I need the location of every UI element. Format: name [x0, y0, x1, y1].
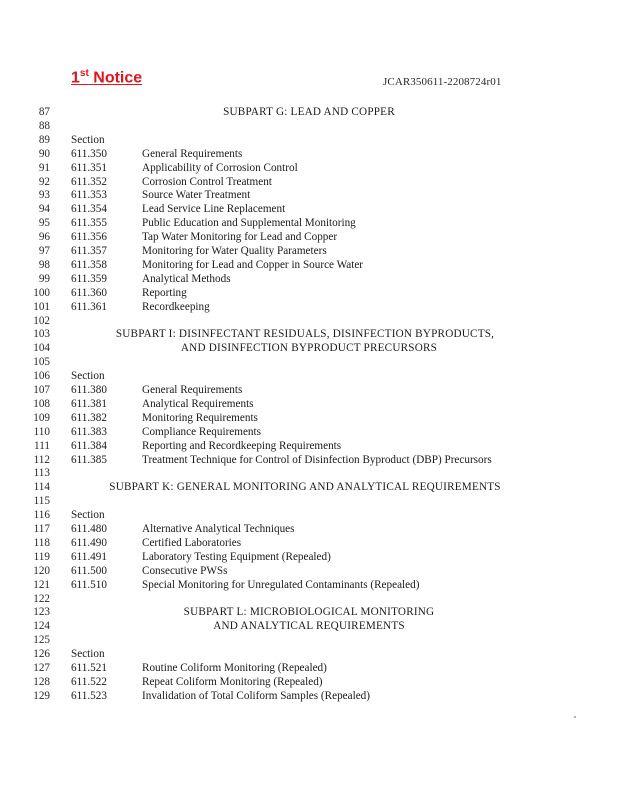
- document-line: [0, 244, 618, 258]
- document-line: [0, 327, 618, 341]
- section-title: Compliance Requirements: [142, 425, 261, 438]
- section-number: 611.351: [71, 161, 107, 174]
- document-line: [0, 647, 618, 661]
- subpart-heading: AND DISINFECTION BYPRODUCT PRECURSORS: [180, 342, 438, 355]
- section-number: 611.523: [71, 689, 107, 702]
- section-title: Reporting and Recordkeeping Requirements: [142, 439, 342, 452]
- line-number: 119: [33, 550, 50, 563]
- section-number: 611.359: [71, 272, 107, 285]
- section-title: Monitoring for Water Quality Parameters: [142, 245, 327, 257]
- section-title: Consecutive PWSs: [142, 564, 228, 577]
- document-line: [0, 453, 618, 467]
- document-line: [0, 300, 618, 314]
- line-number: 108: [33, 397, 50, 410]
- line-number: 116: [33, 509, 50, 522]
- section-title: Treatment Technique for Control of Disinfection Byproduct (DBP) Precursors: [142, 453, 492, 466]
- document-line: [0, 105, 618, 119]
- line-number: 121: [33, 578, 50, 591]
- section-title: Monitoring Requirements: [142, 411, 258, 424]
- section-number: 611.381: [71, 397, 107, 410]
- document-line: [0, 272, 618, 286]
- document-line: [0, 675, 618, 689]
- document-line: [0, 411, 618, 425]
- line-number: 120: [33, 564, 50, 577]
- line-number: 123: [33, 606, 50, 619]
- section-number: 611.360: [71, 286, 107, 299]
- document-line: [0, 133, 618, 147]
- line-number: 92: [38, 175, 50, 188]
- line-number: 96: [38, 231, 50, 244]
- document-line: [0, 355, 618, 369]
- line-number: 112: [33, 453, 50, 466]
- document-line: [0, 230, 618, 244]
- document-line: [0, 550, 618, 564]
- notice-number: 1: [71, 69, 80, 87]
- document-line: [0, 466, 618, 480]
- section-number: 611.500: [71, 564, 107, 577]
- document-line: [0, 689, 618, 703]
- section-number: 611.357: [71, 245, 107, 257]
- section-title: Analytical Requirements: [142, 397, 254, 410]
- document-line: [0, 314, 618, 328]
- document-line: [0, 161, 618, 175]
- line-number: 89: [38, 133, 50, 146]
- scan-speck: [574, 716, 576, 718]
- section-title: General Requirements: [142, 147, 243, 160]
- document-line: [0, 508, 618, 522]
- document-line: [0, 522, 618, 536]
- section-title: Recordkeeping: [142, 300, 210, 313]
- section-title: Corrosion Control Treatment: [142, 175, 272, 188]
- document-line: [0, 175, 618, 189]
- document-line: [0, 633, 618, 647]
- line-number: 93: [38, 189, 50, 202]
- document-line: [0, 119, 618, 133]
- line-number: 103: [33, 328, 50, 341]
- section-number: 611.510: [71, 578, 107, 591]
- document-line: [0, 494, 618, 508]
- line-number: 101: [33, 300, 50, 313]
- line-number: 87: [38, 106, 50, 118]
- notice-word: Notice: [93, 69, 143, 87]
- line-number: 88: [38, 119, 50, 132]
- section-title: Reporting: [142, 286, 187, 299]
- subpart-heading: SUBPART I: DISINFECTANT RESIDUALS, DISINFECTION BYPRODUCTS,: [115, 328, 495, 341]
- subpart-heading: AND ANALYTICAL REQUIREMENTS: [213, 620, 405, 633]
- section-number: 611.384: [71, 439, 107, 452]
- section-number: 611.358: [71, 258, 107, 271]
- section-number: 611.382: [71, 411, 107, 424]
- document-line: [0, 605, 618, 619]
- line-number: 91: [38, 161, 50, 174]
- document-line: [0, 480, 618, 494]
- section-number: 611.521: [71, 662, 107, 674]
- notice-ordinal-suffix: st: [79, 68, 89, 79]
- line-number: 94: [38, 203, 50, 216]
- document-line: [0, 188, 618, 202]
- line-number: 114: [33, 481, 50, 494]
- section-number: 611.350: [71, 147, 107, 160]
- document-line: [0, 147, 618, 161]
- section-title: Lead Service Line Replacement: [142, 203, 286, 216]
- subpart-heading: SUBPART L: MICROBIOLOGICAL MONITORING: [183, 606, 435, 619]
- document-line: [0, 564, 618, 578]
- section-column-header: Section: [71, 370, 105, 383]
- document-line: [0, 216, 618, 230]
- section-column-header: Section: [71, 509, 105, 522]
- section-title: Repeat Coliform Monitoring (Repealed): [142, 675, 323, 688]
- line-number: 104: [33, 342, 50, 355]
- document-line: [0, 258, 618, 272]
- line-number: 126: [33, 648, 50, 661]
- section-number: 611.385: [71, 453, 107, 466]
- subpart-heading: SUBPART K: GENERAL MONITORING AND ANALYTICAL REQUIREMENTS: [109, 481, 501, 494]
- section-number: 611.353: [71, 189, 107, 202]
- section-title: Special Monitoring for Unregulated Contaminants (Repealed): [142, 578, 420, 591]
- document-line: [0, 202, 618, 216]
- section-title: Invalidation of Total Coliform Samples (Repealed): [142, 689, 370, 702]
- section-title: Applicability of Corrosion Control: [142, 161, 298, 174]
- section-column-header: Section: [71, 648, 105, 661]
- section-number: 611.491: [71, 550, 107, 563]
- section-number: 611.522: [71, 675, 107, 688]
- section-number: 611.383: [71, 425, 107, 438]
- line-number: 129: [33, 689, 50, 702]
- line-number: 117: [33, 523, 50, 535]
- document-line: [0, 397, 618, 411]
- line-number: 100: [33, 286, 50, 299]
- line-number: 127: [33, 662, 50, 674]
- document-line: [0, 578, 618, 592]
- line-number: 122: [33, 592, 50, 605]
- line-number: 97: [38, 245, 50, 257]
- section-number: 611.490: [71, 536, 107, 549]
- section-title: Monitoring for Lead and Copper in Source Water: [142, 258, 364, 271]
- line-number: 109: [33, 411, 50, 424]
- line-number: 99: [38, 272, 50, 285]
- document-line: [0, 341, 618, 355]
- document-line: [0, 536, 618, 550]
- line-number: 102: [33, 314, 50, 327]
- section-title: Public Education and Supplemental Monitoring: [142, 217, 356, 230]
- section-number: 611.480: [71, 523, 107, 535]
- line-number: 113: [33, 467, 50, 480]
- section-title: Certified Laboratories: [142, 536, 242, 549]
- document-line: [0, 425, 618, 439]
- line-number: 118: [33, 536, 50, 549]
- section-number: 611.355: [71, 217, 107, 230]
- line-number: 128: [33, 675, 50, 688]
- section-number: 611.354: [71, 203, 107, 216]
- section-number: 611.356: [71, 231, 107, 244]
- line-number: 95: [38, 217, 50, 230]
- section-title: Analytical Methods: [142, 272, 231, 285]
- line-number: 90: [38, 147, 50, 160]
- document-line: [0, 439, 618, 453]
- section-number: 611.380: [71, 384, 107, 396]
- line-number: 115: [33, 495, 50, 508]
- document-line: [0, 369, 618, 383]
- line-number: 110: [33, 425, 50, 438]
- section-number: 611.352: [71, 175, 107, 188]
- line-number: 105: [33, 356, 50, 369]
- line-number: 111: [34, 439, 50, 452]
- line-number: 125: [33, 634, 50, 647]
- document-line: [0, 286, 618, 300]
- document-line: [0, 592, 618, 606]
- line-number: 106: [33, 370, 50, 383]
- section-title: Alternative Analytical Techniques: [142, 523, 295, 535]
- section-number: 611.361: [71, 300, 107, 313]
- section-title: Tap Water Monitoring for Lead and Copper: [142, 231, 338, 244]
- subpart-heading: SUBPART G: LEAD AND COPPER: [223, 106, 395, 118]
- document-line: [0, 619, 618, 633]
- line-number: 107: [33, 384, 50, 396]
- section-title: Source Water Treatment: [142, 189, 251, 202]
- section-column-header: Section: [71, 133, 105, 146]
- document-line: [0, 383, 618, 397]
- section-title: Laboratory Testing Equipment (Repealed): [142, 550, 331, 563]
- line-number: 98: [38, 258, 50, 271]
- section-title: General Requirements: [142, 384, 243, 396]
- document-line: [0, 661, 618, 675]
- section-title: Routine Coliform Monitoring (Repealed): [142, 662, 327, 674]
- document-id: JCAR350611-2208724r01: [383, 76, 502, 88]
- line-number: 124: [33, 620, 50, 633]
